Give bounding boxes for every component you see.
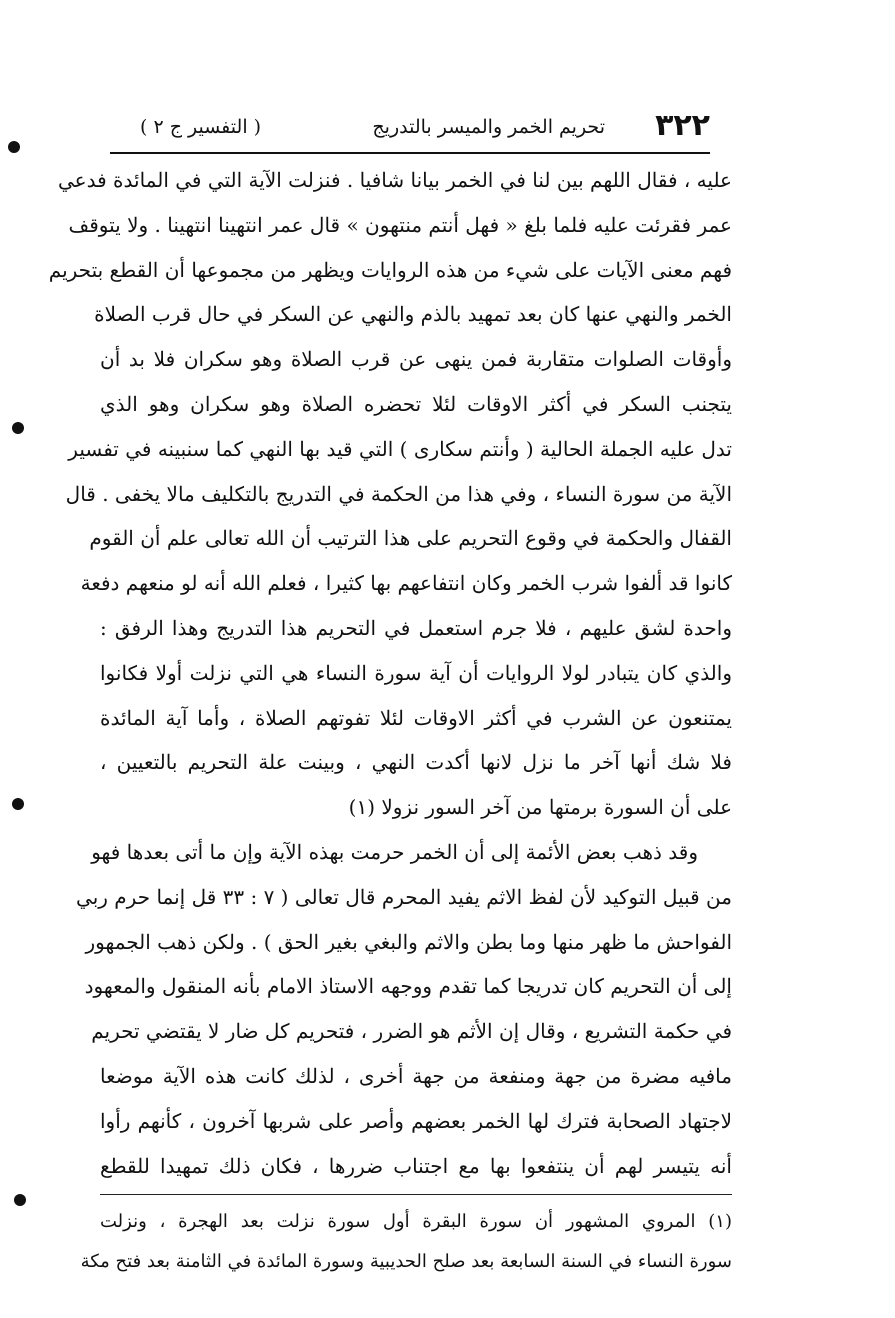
text-line: يمتنعون عن الشرب في أكثر الاوقات لئلا تفوتهم الصلاة ، وأما آية المائدة	[100, 705, 732, 730]
body-text	[48, 158, 732, 1188]
footnote-rule	[100, 1194, 732, 1195]
text-line: الخمر والنهي عنها كان بعد تمهيد بالذم والنهي عن السكر في حال قرب الصلاة	[94, 302, 732, 327]
running-volume: ( التفسير ج ٢ )	[140, 116, 262, 138]
text-line: وأوقات الصلوات متقاربة فمن ينهى عن قرب الصلاة وهو سكران فلا بد أن	[100, 347, 732, 372]
text-line: وقد ذهب بعض الأئمة إلى أن الخمر حرمت بهذه الآية وإن ما أتى بعدها فهو	[91, 839, 698, 864]
text-line: الفواحش ما ظهر منها وما بطن والاثم والبغي بغير الحق ) . ولكن ذهب الجمهور	[85, 929, 732, 954]
text-line: تدل عليه الجملة الحالية ( وأنتم سكارى ) التي قيد بها النهي كما سنبينه في تفسير	[68, 436, 732, 461]
text-line: فهم معنى الآيات على شيء من هذه الروايات ويظهر من مجموعها أن القطع بتحريم	[48, 257, 732, 282]
text-line: إلى أن التحريم كان تدريجا كما تقدم ووجهه الاستاذ الامام بأنه المنقول والمعهود	[84, 974, 732, 999]
punch-hole-mark	[12, 798, 24, 810]
text-line: الآية من سورة النساء ، وفي هذا من الحكمة في التدريج بالتكليف مالا يخفى . قال	[65, 481, 732, 506]
text-line: القفال والحكمة في وقوع التحريم على هذا الترتيب أن الله تعالى علم أن القوم	[89, 526, 732, 551]
text-line: كانوا قد ألفوا شرب الخمر وكان انتفاعهم بها كثيرا ، فعلم الله أنه لو منعهم دفعة	[80, 571, 732, 596]
text-line: عليه ، فقال اللهم بين لنا في الخمر بيانا شافيا . فنزلت الآية التي في المائدة فدعي	[58, 168, 732, 192]
punch-hole-mark	[12, 422, 24, 434]
text-line: مافيه مضرة من جهة ومنفعة من جهة أخرى ، لذلك كانت هذه الآية موضعا	[100, 1063, 732, 1088]
running-title: تحريم الخمر والميسر بالتدريج	[372, 116, 605, 138]
text-line: واحدة لشق عليهم ، فلا جرم استعمل في التحريم هذا التدريج وهذا الرفق :	[100, 615, 732, 640]
text-line: على أن السورة برمتها من آخر السور نزولا (١)	[348, 795, 732, 820]
text-line: عمر فقرئت عليه فلما بلغ « فهل أنتم منتهون » قال عمر انتهينا انتهينا . ولا يتوقف	[68, 212, 732, 237]
footnotes	[80, 1202, 732, 1282]
text-line: في حكمة التشريع ، وقال إن الأثم هو الضرر ، فتحريم كل ضار لا يقتضي تحريم	[91, 1019, 732, 1044]
page-header	[110, 108, 710, 152]
punch-hole-mark	[14, 1194, 26, 1206]
page-number: ٣٢٢	[655, 108, 710, 143]
text-line: والذي كان يتبادر لولا الروايات أن آية سورة النساء هي التي نزلت أولا فكانوا	[100, 660, 732, 685]
header-rule	[110, 152, 710, 154]
text-line: من قبيل التوكيد لأن لفظ الاثم يفيد المحرم قال تعالى ( ٧ : ٣٣ قل إنما حرم ربي	[76, 884, 732, 909]
text-line: لاجتهاد الصحابة فترك لها الخمر بعضهم وأصر على شربها آخرون ، كأنهم رأوا	[100, 1108, 732, 1133]
text-line: أنه يتيسر لهم أن ينتفعوا بها مع اجتناب ضررها ، فكان ذلك تمهيدا للقطع	[100, 1153, 732, 1178]
text-line: فلا شك أنها آخر ما نزل لانها أكدت النهي ، وبينت علة التحريم بالتعيين ،	[100, 750, 732, 775]
footnote-line: سورة النساء في السنة السابعة بعد صلح الحديبية وسورة المائدة في الثامنة بعد فتح مكة	[80, 1251, 732, 1272]
punch-hole-mark	[8, 141, 20, 153]
footnote-line: (١) المروي المشهور أن سورة البقرة أول سورة نزلت بعد الهجرة ، ونزلت	[100, 1211, 732, 1232]
text-line: يتجنب السكر في أكثر الاوقات لئلا تحضره الصلاة وهو سكران وهو الذي	[100, 391, 732, 416]
